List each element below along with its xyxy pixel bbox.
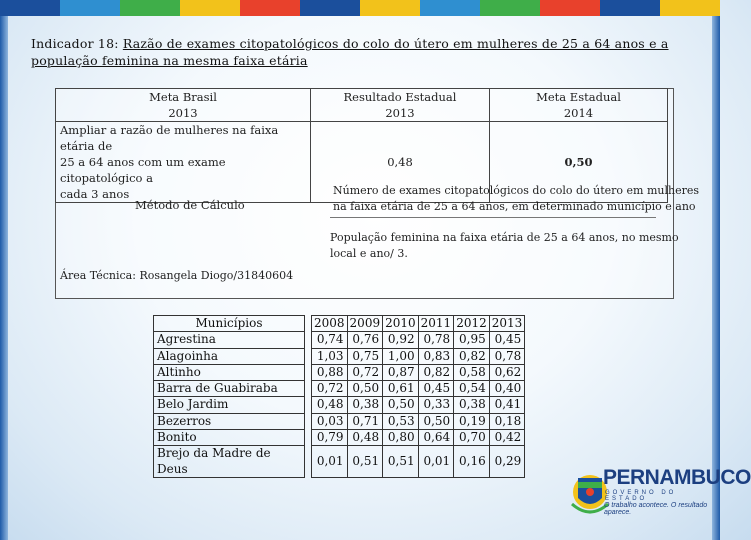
ratio-value: 0,50 [383,397,419,413]
meta-brasil-header-cell [56,89,311,122]
ratio-value: 1,00 [383,348,419,364]
column-gap [305,316,312,332]
ratio-value: 0,72 [312,381,348,397]
color-stripe-segment [120,0,180,16]
color-stripe-segment [60,0,120,16]
meta-brasil-text-2: 25 a 64 anos com um exame citopatológico a [60,155,226,185]
column-gap [305,332,312,348]
ratio-value: 0,19 [454,413,490,429]
ratio-value: 0,64 [418,430,454,446]
numerador-line-2: na faixa etária de 25 a 64 anos, em determinado município e ano [333,200,696,213]
ratio-value: 0,70 [454,430,490,446]
table-row [154,332,525,348]
color-stripe-segment [300,0,360,16]
fraction-line [330,217,656,218]
page-title [31,35,701,69]
meta-brasil-header: Meta Brasil [149,90,217,104]
table-row [154,413,525,429]
ratio-value: 0,03 [312,413,348,429]
ratio-value: 0,62 [489,364,525,380]
column-gap [305,381,312,397]
ratio-value: 0,50 [418,413,454,429]
color-stripe-segment [240,0,300,16]
table-row [154,381,525,397]
color-stripe-segment [600,0,660,16]
ratio-value: 0,50 [347,381,383,397]
ratio-value: 0,33 [418,397,454,413]
column-gap [305,397,312,413]
ratio-value: 0,82 [454,348,490,364]
title-prefix: Indicador 18: [31,36,119,51]
ratio-value: 0,92 [383,332,419,348]
table-body [154,332,525,478]
meta-estadual-header: Meta Estadual [536,90,621,104]
ratio-value: 0,18 [489,413,525,429]
resultado-value: 0,48 [311,122,490,203]
meta-estadual-year: 2014 [563,106,594,120]
ratio-value: 0,74 [312,332,348,348]
color-stripe-segment [660,0,720,16]
column-gap [305,430,312,446]
denominador-line-1: População feminina na faixa etária de 25 a 64 anos, no mesmo [330,231,679,244]
year-header: 2013 [489,316,525,332]
ratio-value: 0,01 [418,446,454,478]
year-header: 2012 [454,316,490,332]
ratio-value: 0,45 [489,332,525,348]
ratio-value: 0,71 [347,413,383,429]
table-row [154,430,525,446]
ratio-value: 0,38 [347,397,383,413]
ratio-value: 0,83 [418,348,454,364]
ratio-value: 0,48 [312,397,348,413]
ratio-value: 0,51 [383,446,419,478]
table-row [154,348,525,364]
ratio-value: 0,54 [454,381,490,397]
ratio-value: 0,88 [312,364,348,380]
municipality-name: Belo Jardim [154,397,305,413]
ratio-value: 0,76 [347,332,383,348]
ratio-value: 0,38 [454,397,490,413]
title-line-1: Razão de exames citopatológicos do colo do útero em mulheres de 25 a 64 anos e a [122,36,669,51]
color-stripe-segment [540,0,600,16]
logo-name: PERNAMBUCO [603,466,751,489]
meta-brasil-text-1: Ampliar a razão de mulheres na faixa etária de [60,123,279,153]
table-row [154,364,525,380]
column-gap [305,364,312,380]
ratio-value: 0,78 [489,348,525,364]
municipios-header: Municípios [154,316,305,332]
municipality-name: Agrestina [154,332,305,348]
ratio-value: 0,87 [383,364,419,380]
ratio-value: 0,80 [383,430,419,446]
meta-estadual-value: 0,50 [490,122,668,203]
color-stripe-segment [180,0,240,16]
ratio-value: 0,79 [312,430,348,446]
ratio-value: 0,82 [418,364,454,380]
color-stripe-segment [420,0,480,16]
ratio-value: 0,41 [489,397,525,413]
ratio-value: 0,61 [383,381,419,397]
logo-slogan: O trabalho acontece. O resultado aparece. [604,502,708,516]
table-header-row [154,316,525,332]
year-header: 2008 [312,316,348,332]
meta-brasil-year: 2013 [168,106,198,120]
color-stripe-segment [0,0,60,16]
ratio-value: 0,53 [383,413,419,429]
logo-subtitle: GOVERNO DO ESTADO [605,490,677,502]
municipality-name: Altinho [154,364,305,380]
ratio-value: 0,51 [347,446,383,478]
left-frame-border [0,16,8,540]
color-stripe-segment [360,0,420,16]
municipality-name: Barra de Guabiraba [154,381,305,397]
ratio-value: 0,72 [347,364,383,380]
ratio-value: 0,29 [489,446,525,478]
year-header: 2009 [347,316,383,332]
year-header: 2011 [418,316,454,332]
meta-brasil-text-cell [56,122,311,203]
municipalities-table [153,315,525,478]
color-stripe-bar [0,0,720,16]
column-gap [305,348,312,364]
municipality-name: Bezerros [154,413,305,429]
numerador-line-1: Número de exames citopatológicos do colo do útero em mulheres [333,184,700,197]
meta-estadual-header-cell [490,89,668,122]
column-gap [305,413,312,429]
ratio-value: 0,78 [418,332,454,348]
resultado-year: 2013 [385,106,415,120]
resultado-header-cell [311,89,490,122]
column-gap [305,446,312,478]
meta-brasil-text-3: cada 3 anos [60,187,130,201]
ratio-value: 0,40 [489,381,525,397]
table-row [154,397,525,413]
year-header: 2010 [383,316,419,332]
municipality-name: Brejo da Madre de Deus [154,446,305,478]
ratio-value: 1,03 [312,348,348,364]
denominador-line-2: local e ano/ 3. [330,247,408,260]
metodo-label: Método de Cálculo [135,198,245,212]
ratio-value: 0,42 [489,430,525,446]
municipality-name: Bonito [154,430,305,446]
ratio-value: 0,95 [454,332,490,348]
color-stripe-segment [480,0,540,16]
ratio-value: 0,01 [312,446,348,478]
resultado-header: Resultado Estadual [343,90,457,104]
ratio-value: 0,48 [347,430,383,446]
ratio-value: 0,45 [418,381,454,397]
ratio-value: 0,58 [454,364,490,380]
title-line-2: população feminina na mesma faixa etária [31,53,308,68]
table-row [154,446,525,478]
area-tecnica: Área Técnica: Rosangela Diogo/31840604 [60,269,294,282]
ratio-value: 0,75 [347,348,383,364]
ratio-value: 0,16 [454,446,490,478]
municipality-name: Alagoinha [154,348,305,364]
